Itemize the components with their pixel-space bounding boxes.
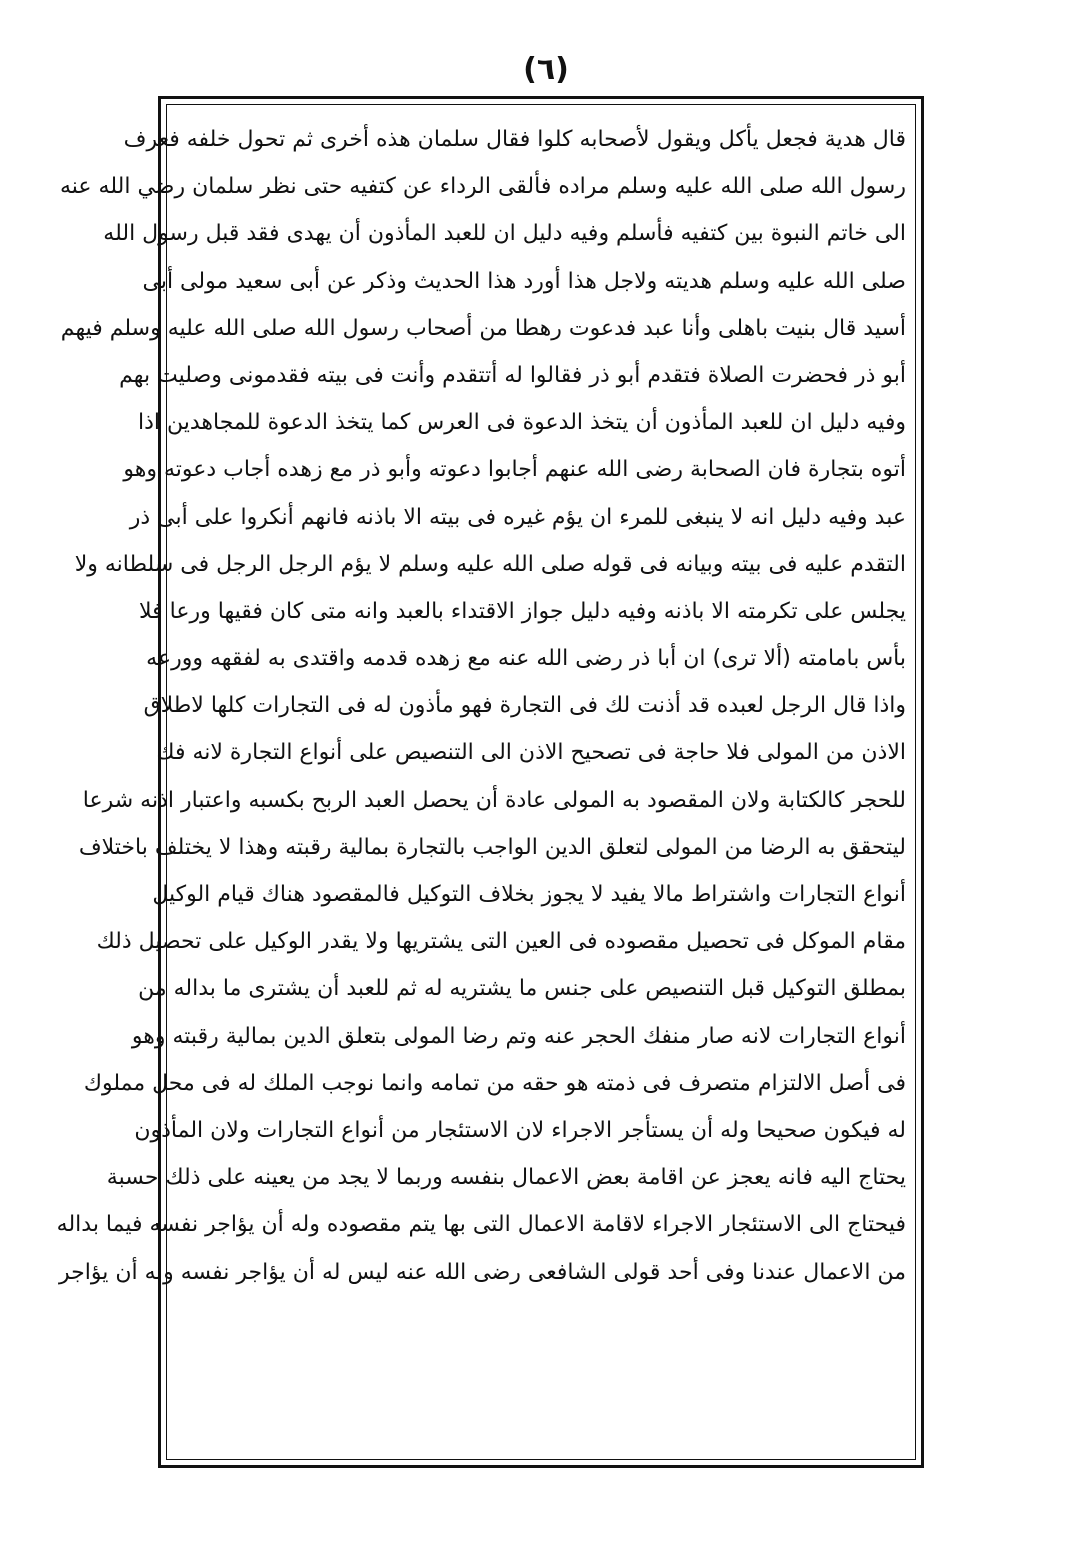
text-line: الى خاتم النبوة بين كتفيه فأسلم وفيه دليل ان للعبد المأذون أن يهدى فقد قبل رسول الله — [103, 221, 906, 247]
text-line: رسول الله صلى الله عليه وسلم مراده فألقى الرداء عن كتفيه حتى نظر سلمان رضي الله عنه — [60, 174, 906, 200]
text-line: فى أصل الالتزام متصرف فى ذمته هو حقه من تمامه وانما نوجب الملك له فى محل مملوك — [83, 1070, 906, 1096]
text-line: من الاعمال عندنا وفى أحد قولى الشافعى رضى الله عنه ليس له أن يؤاجر نفسه وله أن يؤاجر — [58, 1259, 906, 1285]
text-line: للحجر كالكتابة ولان المقصود به المولى عادة أن يحصل العبد الربح بكسبه واعتبار اذنه شرعا — [82, 787, 906, 813]
text-line: له فيكون صحيحا وله أن يستأجر الاجراء لان الاستئجار من أنواع التجارات ولان المأذون — [134, 1117, 906, 1143]
text-line: يحتاج اليه فانه يعجز عن اقامة بعض الاعمال بنفسه وربما لا يجد من يعينه على ذلك حسبة — [106, 1165, 906, 1191]
text-line: واذا قال الرجل لعبده قد أذنت لك فى التجارة فهو مأذون له فى التجارات كلها لاطلاق — [143, 693, 906, 719]
text-line: فيحتاج الى الاستئجار الاجراء لاقامة الاعمال التى بها يتم مقصوده وله أن يؤاجر نفسه فيما بداله — [56, 1212, 906, 1238]
text-line: بأس بامامته (ألا ترى) ان أبا ذر رضى الله عنه مع زهده قدمه واقتدى به لفقهه وورعه — [146, 646, 906, 672]
text-line: أنواع التجارات واشتراط مالا يفيد لا يجوز بخلاف التوكيل فالمقصود هناك قيام الوكيل — [152, 882, 906, 907]
text-line: أنواع التجارات لانه صار منفك الحجر عنه وتم رضا المولى بتعلق الدين بمالية رقبته وهو — [131, 1023, 906, 1049]
text-line: أبو ذر فحضرت الصلاة فتقدم أبو ذر فقالوا له أتتقدم وأنت فى بيته فقدمونى وصليت بهم — [119, 362, 906, 388]
text-line: عبد وفيه دليل انه لا ينبغى للمرء ان يؤم غيره فى بيته الا باذنه فانهم أنكروا على أبى ذر — [129, 504, 906, 530]
text-line: أسيد قال بنيت باهلى وأنا عبد فدعوت رهطا من أصحاب رسول الله صلى الله عليه وسلم فيهم — [60, 315, 906, 341]
text-line: أتوه بتجارة فان الصحابة رضى الله عنهم أجابوا دعوته وأبو ذر مع زهده أجاب دعوته وهو — [123, 457, 906, 483]
text-line: ليتحقق به الرضا من المولى لتعلق الدين الواجب بالتجارة بمالية رقبته وهذا لا يختلف باختلاف — [78, 834, 906, 860]
text-line: صلى الله عليه وسلم هديته ولاجل هذا أورد هذا الحديث وذكر عن أبى سعيد مولى أبى — [142, 268, 906, 294]
text-line: بمطلق التوكيل قبل التنصيص على جنس ما يشتريه له ثم للعبد أن يشترى ما بداله من — [138, 976, 906, 1002]
text-line: وفيه دليل ان للعبد المأذون أن يتخذ الدعوة فى العرس كما يتخذ الدعوة للمجاهدين اذا — [137, 410, 906, 436]
text-line: يجلس على تكرمته الا باذنه وفيه دليل جواز الاقتداء بالعبد وانه متى كان فقيها ورعا فلا — [139, 598, 906, 624]
page-number: (٦) — [523, 52, 569, 87]
body-text — [56, 116, 906, 1452]
text-line: التقدم عليه فى بيته وبيانه فى قوله صلى الله عليه وسلم لا يؤم الرجل الرجل فى سلطانه ولا — [74, 551, 906, 577]
text-line: قال هدية فجعل يأكل ويقول لأصحابه كلوا فقال سلمان هذه أخرى ثم تحول خلفه فعرف — [123, 127, 906, 152]
text-line: مقام الموكل فى تحصيل مقصوده فى العين التى يشتريها ولا يقدر الوكيل على تحصيل ذلك — [96, 929, 906, 955]
text-line: الاذن من المولى فلا حاجة فى تصحيح الاذن الى التنصيص على أنواع التجارة لانه فك — [156, 740, 906, 766]
